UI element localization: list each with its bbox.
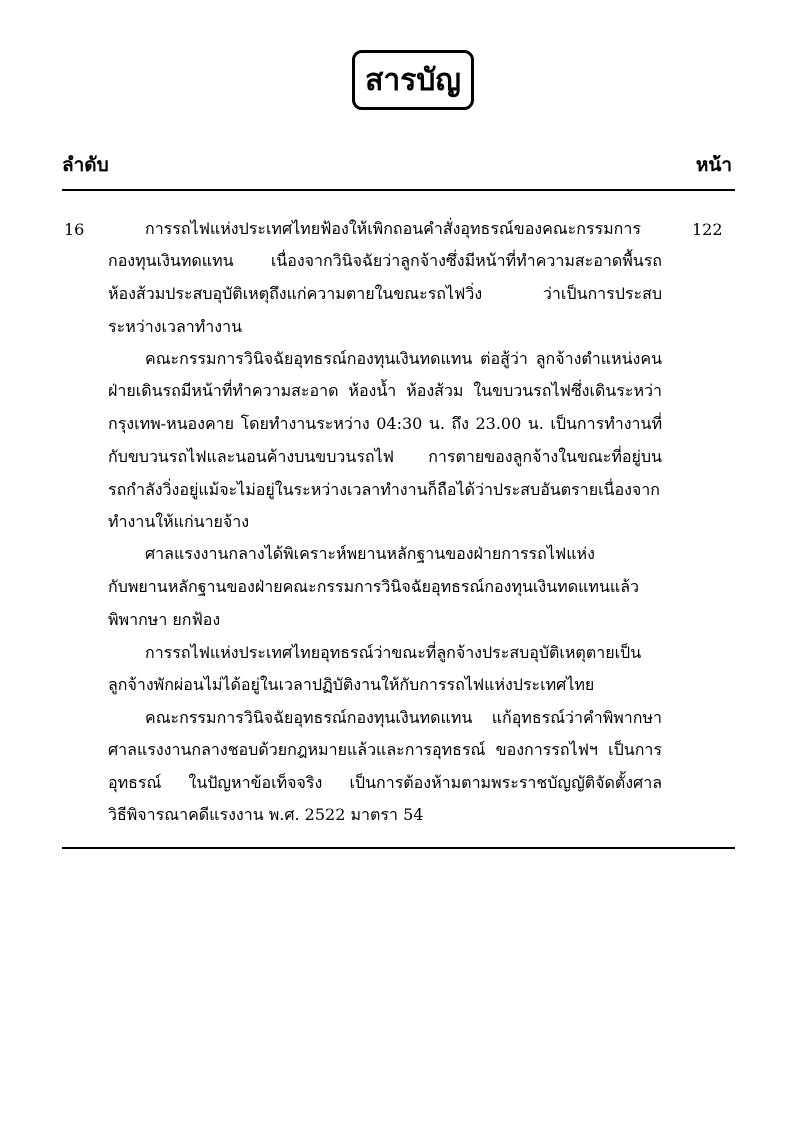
header-divider [62,189,735,191]
text-line: วิธีพิจารณาคดีแรงงาน พ.ศ. 2522 มาตรา 54 [108,805,424,824]
text-line: ศาลแรงงานกลางได้พิเคราะห์พยานหลักฐานของฝ่ายการรถไฟแห่ง [145,544,595,563]
text-line: ห้องส้วมประสบอุบัติเหตุถึงแก่ความตายในขณะรถไฟวิ่ง ว่าเป็นการประสบ [108,284,662,303]
text-line: ทำงานให้แก่นายจ้าง [108,512,250,531]
text-line: ฝ่ายเดินรถมีหน้าที่ทำความสะอาด ห้องน้ำ ห้องส้วม ในขบวนรถไฟซึ่งเดินระหว่า [108,381,662,400]
entry-page: 122 [692,220,723,239]
text-line: อุทธรณ์ ในปัญหาข้อเท็จจริง เป็นการต้องห้ามตามพระราชบัญญัติจัดตั้งศาล [108,773,662,792]
text-line: ลูกจ้างพักผ่อนไม่ได้อยู่ในเวลาปฏิบัติงานให้กับการรถไฟแห่งประเทศไทย [108,675,595,694]
text-line: กับพยานหลักฐานของฝ่ายคณะกรรมการวินิจฉัยอุทธรณ์กองทุนเงินทดแทนแล้ว [108,577,639,596]
text-line: กองทุนเงินทดแทน เนื่องจากวินิจฉัยว่าลูกจ้างซึ่งมีหน้าที่ทำความสะอาดพื้นรถ [108,251,662,270]
page-title: สารบัญ [352,50,474,110]
column-header-order: ลำดับ [62,154,109,176]
footer-divider [62,847,735,849]
text-line: การรถไฟแห่งประเทศไทยอุทธรณ์ว่าขณะที่ลูกจ้างประสบอุบัติเหตุตายเป็น [145,643,642,662]
column-header-page: หน้า [695,154,732,176]
text-line: กรุงเทพ-หนองคาย โดยทำงานระหว่าง 04:30 น. ถึง 23.00 น. เป็นการทำงานที่ [108,414,662,433]
text-line: ศาลแรงงานกลางชอบด้วยกฎหมายแล้วและการอุทธรณ์ ของการรถไฟฯ เป็นการ [108,740,662,759]
text-line: ระหว่างเวลาทำงาน [108,317,243,336]
text-line: รถกำลังวิ่งอยู่แม้จะไม่อยู่ในระหว่างเวลาทำงานก็ถือได้ว่าประสบอันตรายเนื่องจาก [108,480,660,499]
text-line: คณะกรรมการวินิจฉัยอุทธรณ์กองทุนเงินทดแทน แก้อุทธรณ์ว่าคำพิพากษา [145,708,662,727]
text-line: คณะกรรมการวินิจฉัยอุทธรณ์กองทุนเงินทดแทน ต่อสู้ว่า ลูกจ้างตำแหน่งคน [145,349,662,368]
entry-number: 16 [64,220,85,239]
text-line: กับขบวนรถไฟและนอนค้างบนขบวนรถไฟ การตายของลูกจ้างในขณะที่อยู่บน [108,447,662,466]
text-line: การรถไฟแห่งประเทศไทยฟ้องให้เพิกถอนคำสั่งอุทธรณ์ของคณะกรรมการ [145,219,641,238]
text-line: พิพากษา ยกฟ้อง [108,610,221,629]
